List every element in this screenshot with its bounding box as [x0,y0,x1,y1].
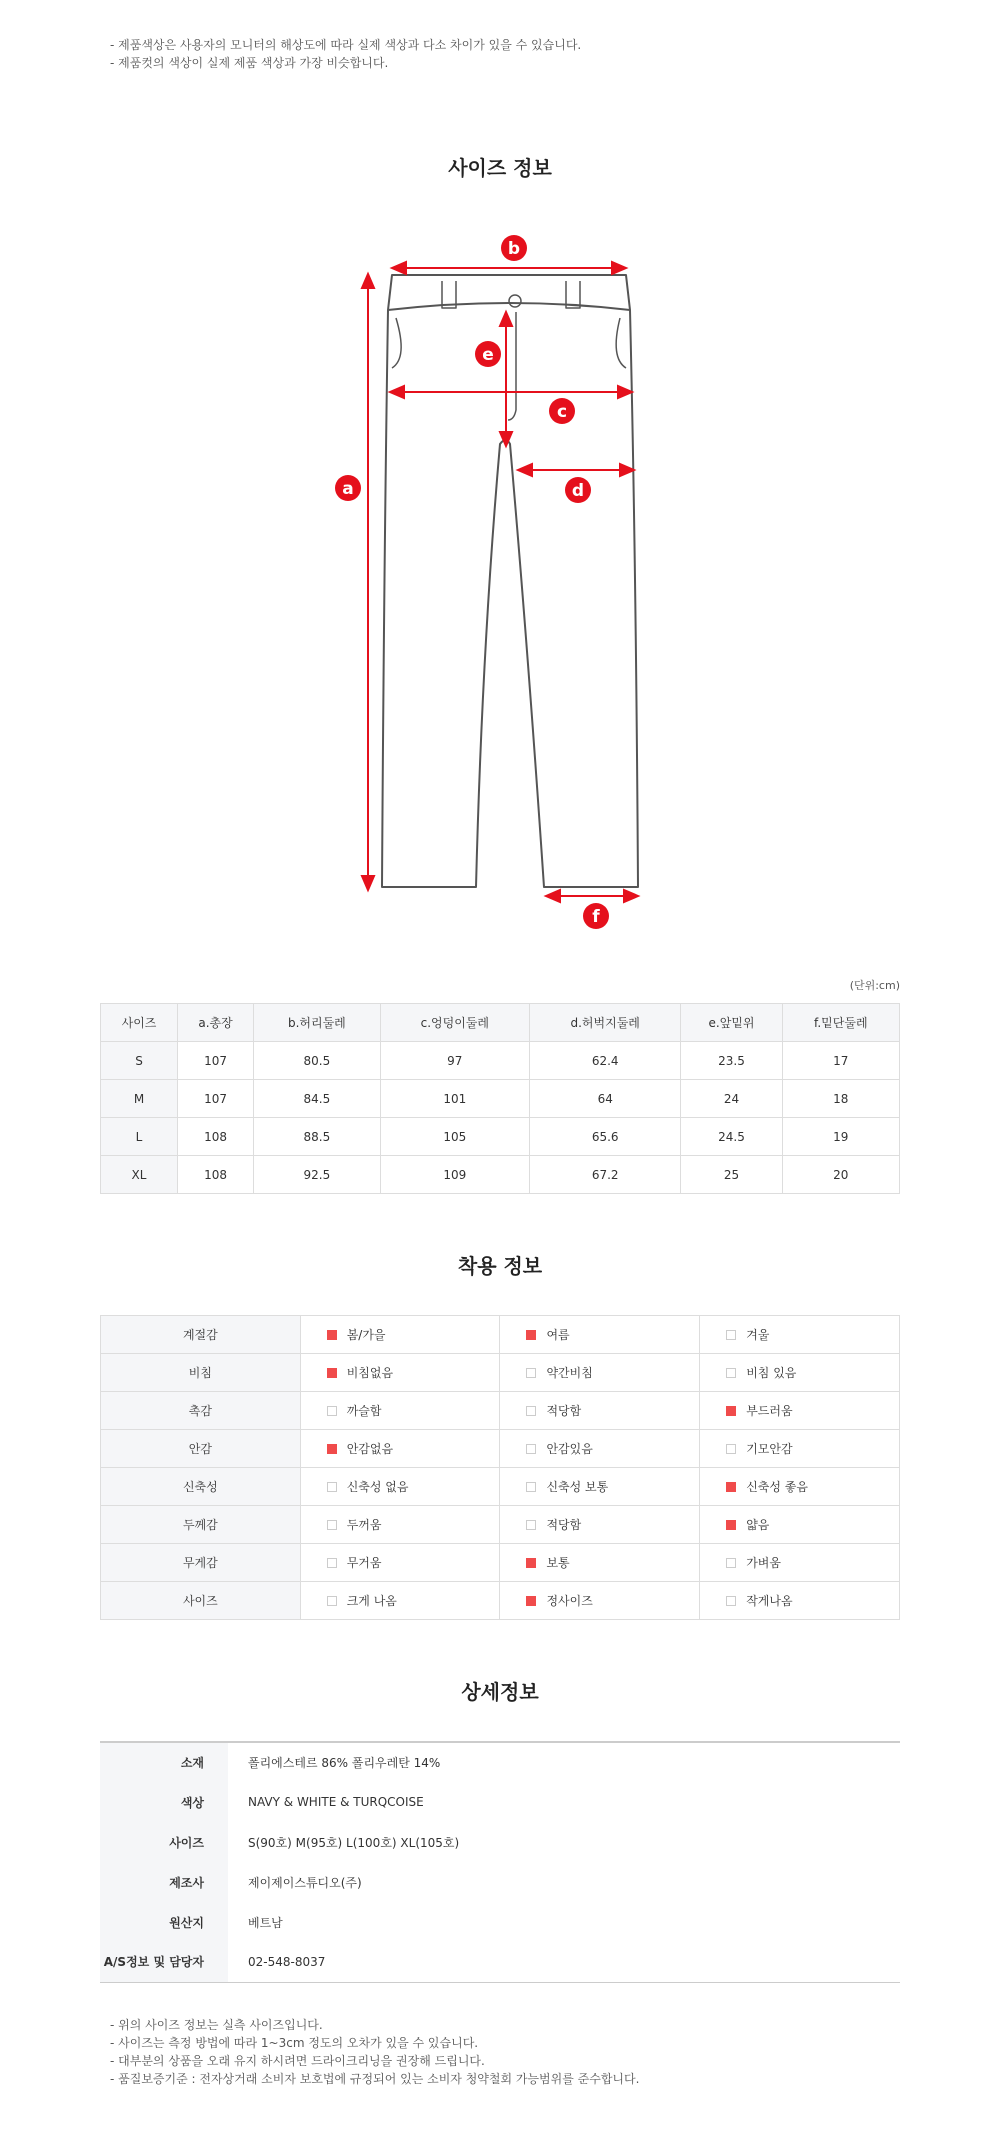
table-row [100,1902,900,1942]
size-cell: L [101,1118,178,1156]
fit-label: 계절감 [101,1316,301,1354]
fit-option-label: 안감있음 [546,1442,593,1456]
fit-table [100,1315,900,1620]
fit-option [700,1316,900,1354]
table-row [100,1822,900,1862]
fit-option [700,1506,900,1544]
pants-measurement-diagram [0,200,1000,940]
table-row [101,1354,900,1392]
size-table-header: d.허벅지둘레 [529,1004,681,1042]
fit-option-label: 가벼움 [746,1556,781,1570]
fit-option [300,1430,500,1468]
size-table [100,1003,900,1194]
fit-option [500,1468,700,1506]
label-e [475,341,501,367]
fit-option [500,1544,700,1582]
fit-option-label: 무거움 [346,1556,382,1570]
size-cell: 67.2 [529,1156,681,1194]
size-cell: 24 [681,1080,782,1118]
fit-option-label: 약간비침 [546,1366,593,1380]
size-cell: 97 [380,1042,529,1080]
table-row [101,1582,900,1620]
checkbox-icon [726,1558,736,1568]
table-row [101,1506,900,1544]
table-row [100,1782,900,1822]
fit-label: 촉감 [101,1392,301,1430]
label-c-text: c [556,402,568,422]
table-row [101,1042,900,1080]
table-row [101,1544,900,1582]
fit-option-label: 부드러움 [746,1404,793,1418]
notice-bottom [110,2016,639,2088]
fit-option-label: 신축성 없음 [346,1480,409,1494]
size-cell: S [101,1042,178,1080]
checkbox-icon [726,1482,736,1492]
size-cell: 17 [782,1042,899,1080]
checkbox-icon [526,1482,536,1492]
fit-option-label: 적당함 [546,1518,582,1532]
size-info-title: 사이즈 정보 [448,156,552,180]
checkbox-icon [327,1520,337,1530]
fit-option [700,1544,900,1582]
checkbox-icon [327,1444,337,1454]
fit-option [300,1544,500,1582]
fit-option [700,1354,900,1392]
table-row [101,1316,900,1354]
fit-label: 무게감 [101,1544,301,1582]
checkbox-icon [526,1368,536,1378]
checkbox-icon [526,1444,536,1454]
notice-line: - 대부분의 상품을 오래 유지 하시려면 드라이크리닝을 권장해 드립니다. [110,2054,485,2068]
fit-label: 사이즈 [101,1582,301,1620]
fit-option [500,1506,700,1544]
fit-option-label: 정사이즈 [546,1594,593,1608]
fit-option-label: 보통 [546,1556,570,1570]
fit-option-label: 기모안감 [746,1442,793,1456]
fit-option [700,1392,900,1430]
fit-option [500,1392,700,1430]
checkbox-icon [327,1558,337,1568]
size-cell: XL [101,1156,178,1194]
size-cell: 105 [380,1118,529,1156]
detail-label: A/S정보 및 담당자 [100,1942,228,1982]
fit-option-label: 크게 나옴 [346,1594,397,1608]
size-cell: 18 [782,1080,899,1118]
detail-label: 소재 [100,1742,228,1782]
size-table-header: b.허리둘레 [254,1004,381,1042]
fit-option [500,1354,700,1392]
label-f-text: f [592,907,600,927]
table-row [101,1080,900,1118]
size-cell: 84.5 [254,1080,381,1118]
fit-option-label: 얇음 [746,1518,770,1532]
fit-option-label: 까슬함 [346,1404,382,1418]
fit-option-label: 신축성 보통 [546,1480,609,1494]
detail-value: 제이제이스튜디오(주) [248,1875,362,1890]
size-cell: 101 [380,1080,529,1118]
pants-outline [382,275,638,887]
label-b-text: b [507,239,521,259]
size-cell: M [101,1080,178,1118]
fit-option-label: 겨울 [746,1328,770,1342]
size-cell: 107 [178,1042,254,1080]
detail-value: NAVY & WHITE & TURQCOISE [248,1795,424,1809]
checkbox-icon [726,1596,736,1606]
size-table-header: a.총장 [178,1004,254,1042]
label-b [501,235,527,261]
fit-option [300,1354,500,1392]
table-row [100,1942,900,1982]
size-cell: 19 [782,1118,899,1156]
checkbox-icon [526,1558,536,1568]
size-cell: 92.5 [254,1156,381,1194]
detail-label: 색상 [100,1782,228,1822]
size-table-header-row [101,1004,900,1042]
size-cell: 65.6 [529,1118,681,1156]
checkbox-icon [526,1330,536,1340]
label-a-text: a [342,479,354,499]
fit-option [700,1468,900,1506]
size-cell: 25 [681,1156,782,1194]
label-f [583,903,609,929]
detail-info-title: 상세정보 [461,1680,539,1704]
detail-value: 폴리에스테르 86% 폴리우레탄 14% [248,1756,441,1770]
notice-line: - 위의 사이즈 정보는 실측 사이즈입니다. [110,2018,323,2032]
fit-option [300,1316,500,1354]
fit-option-label: 비침 있음 [746,1366,797,1380]
checkbox-icon [526,1596,536,1606]
size-cell: 109 [380,1156,529,1194]
table-row [100,1862,900,1902]
size-cell: 24.5 [681,1118,782,1156]
checkbox-icon [726,1330,736,1340]
detail-value: 베트남 [248,1915,283,1930]
table-row [101,1392,900,1430]
checkbox-icon [327,1596,337,1606]
fit-option-label: 비침없음 [346,1366,394,1380]
label-c [549,398,575,424]
size-cell: 88.5 [254,1118,381,1156]
fit-option-label: 신축성 좋음 [746,1480,808,1494]
table-row [101,1156,900,1194]
fit-option [500,1316,700,1354]
fit-option [300,1506,500,1544]
table-row [101,1468,900,1506]
size-cell: 20 [782,1156,899,1194]
detail-value: 02-548-8037 [248,1954,326,1969]
size-table-header: 사이즈 [101,1004,178,1042]
size-table-header: e.앞밑위 [681,1004,782,1042]
size-table-header: f.밑단둘레 [782,1004,899,1042]
checkbox-icon [526,1406,536,1416]
unit-label: (단위:cm) [849,979,900,992]
fit-option-label: 작게나옴 [746,1594,793,1608]
fit-info-title: 착용 정보 [457,1254,543,1278]
notice-line: - 사이즈는 측정 방법에 따라 1~3cm 정도의 오차가 있을 수 있습니다. [110,2036,479,2050]
fit-option-label: 적당함 [546,1404,582,1418]
fit-option-label: 안감없음 [346,1442,394,1456]
checkbox-icon [526,1520,536,1530]
fit-option [300,1582,500,1620]
fit-option [500,1582,700,1620]
checkbox-icon [726,1368,736,1378]
fit-label: 신축성 [101,1468,301,1506]
size-cell: 64 [529,1080,681,1118]
table-row [101,1118,900,1156]
fit-option [700,1582,900,1620]
checkbox-icon [726,1444,736,1454]
size-table-header: c.엉덩이둘레 [380,1004,529,1042]
checkbox-icon [327,1330,337,1340]
notice-line: - 품질보증기준 : 전자상거래 소비자 보호법에 규정되어 있는 소비자 청약철회 가능범위를 준수합니다. [110,2072,640,2086]
fit-option [700,1430,900,1468]
fit-option-label: 봄/가을 [346,1328,386,1342]
label-d [565,477,591,503]
checkbox-icon [327,1368,337,1378]
fit-option-label: 여름 [546,1328,570,1342]
notice-line: - 제품색상은 사용자의 모니터의 해상도에 따라 실제 색상과 다소 차이가 있을 수 있습니다. [110,38,582,52]
detail-table [100,1741,900,1983]
size-cell: 23.5 [681,1042,782,1080]
checkbox-icon [726,1406,736,1416]
checkbox-icon [327,1482,337,1492]
table-row [101,1430,900,1468]
notice-line: - 제품컷의 색상이 실제 제품 색상과 가장 비슷합니다. [110,56,389,70]
label-e-text: e [482,345,494,365]
notice-top [110,36,581,72]
fit-label: 비침 [101,1354,301,1392]
fit-option-label: 두꺼움 [346,1518,382,1532]
size-cell: 62.4 [529,1042,681,1080]
fit-label: 두께감 [101,1506,301,1544]
checkbox-icon [726,1520,736,1530]
size-cell: 108 [178,1156,254,1194]
detail-value: S(90호) M(95호) L(100호) XL(105호) [248,1835,460,1850]
fit-label: 안감 [101,1430,301,1468]
label-a [335,475,361,501]
fit-option [300,1468,500,1506]
fit-option [500,1430,700,1468]
label-d-text: d [571,481,585,501]
detail-label: 제조사 [100,1862,228,1902]
detail-label: 사이즈 [100,1822,228,1862]
table-row [100,1742,900,1782]
fit-option [300,1392,500,1430]
detail-label: 원산지 [100,1902,228,1942]
size-cell: 80.5 [254,1042,381,1080]
size-cell: 108 [178,1118,254,1156]
checkbox-icon [327,1406,337,1416]
size-cell: 107 [178,1080,254,1118]
